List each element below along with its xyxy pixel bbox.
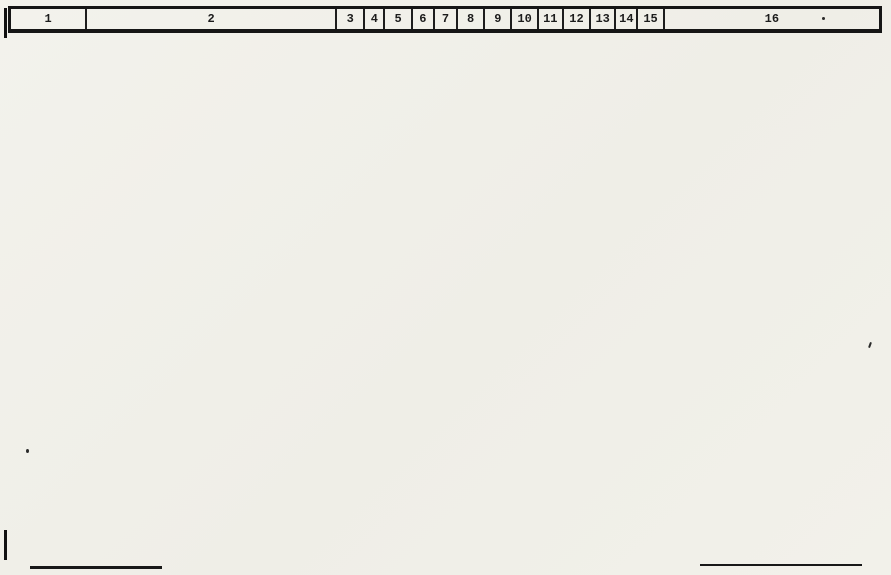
header-row [10, 8, 881, 32]
column-header: 7 [434, 8, 457, 32]
column-header: 9 [484, 8, 511, 32]
column-header: 5 [384, 8, 411, 32]
page-edge-mark [4, 530, 7, 560]
scan-speck [26, 449, 29, 453]
column-header: 10 [511, 8, 537, 32]
column-header: 15 [637, 8, 663, 32]
page-edge-mark [4, 8, 7, 38]
column-header: 14 [615, 8, 637, 32]
column-header: 8 [457, 8, 484, 32]
column-header: 13 [590, 8, 615, 32]
column-header: 4 [364, 8, 384, 32]
table-header [10, 8, 881, 32]
bottom-rule-right [700, 564, 862, 566]
column-header: 3 [336, 8, 364, 32]
column-header: 1 [10, 8, 87, 32]
column-header: 11 [538, 8, 563, 32]
scan-speck [822, 17, 825, 20]
classification-table [8, 6, 882, 33]
column-header: 6 [412, 8, 434, 32]
column-header: 16 [664, 8, 881, 32]
column-header: 12 [563, 8, 590, 32]
scan-speck [868, 342, 872, 348]
column-header: 2 [86, 8, 336, 32]
bottom-rule-left [30, 566, 162, 569]
